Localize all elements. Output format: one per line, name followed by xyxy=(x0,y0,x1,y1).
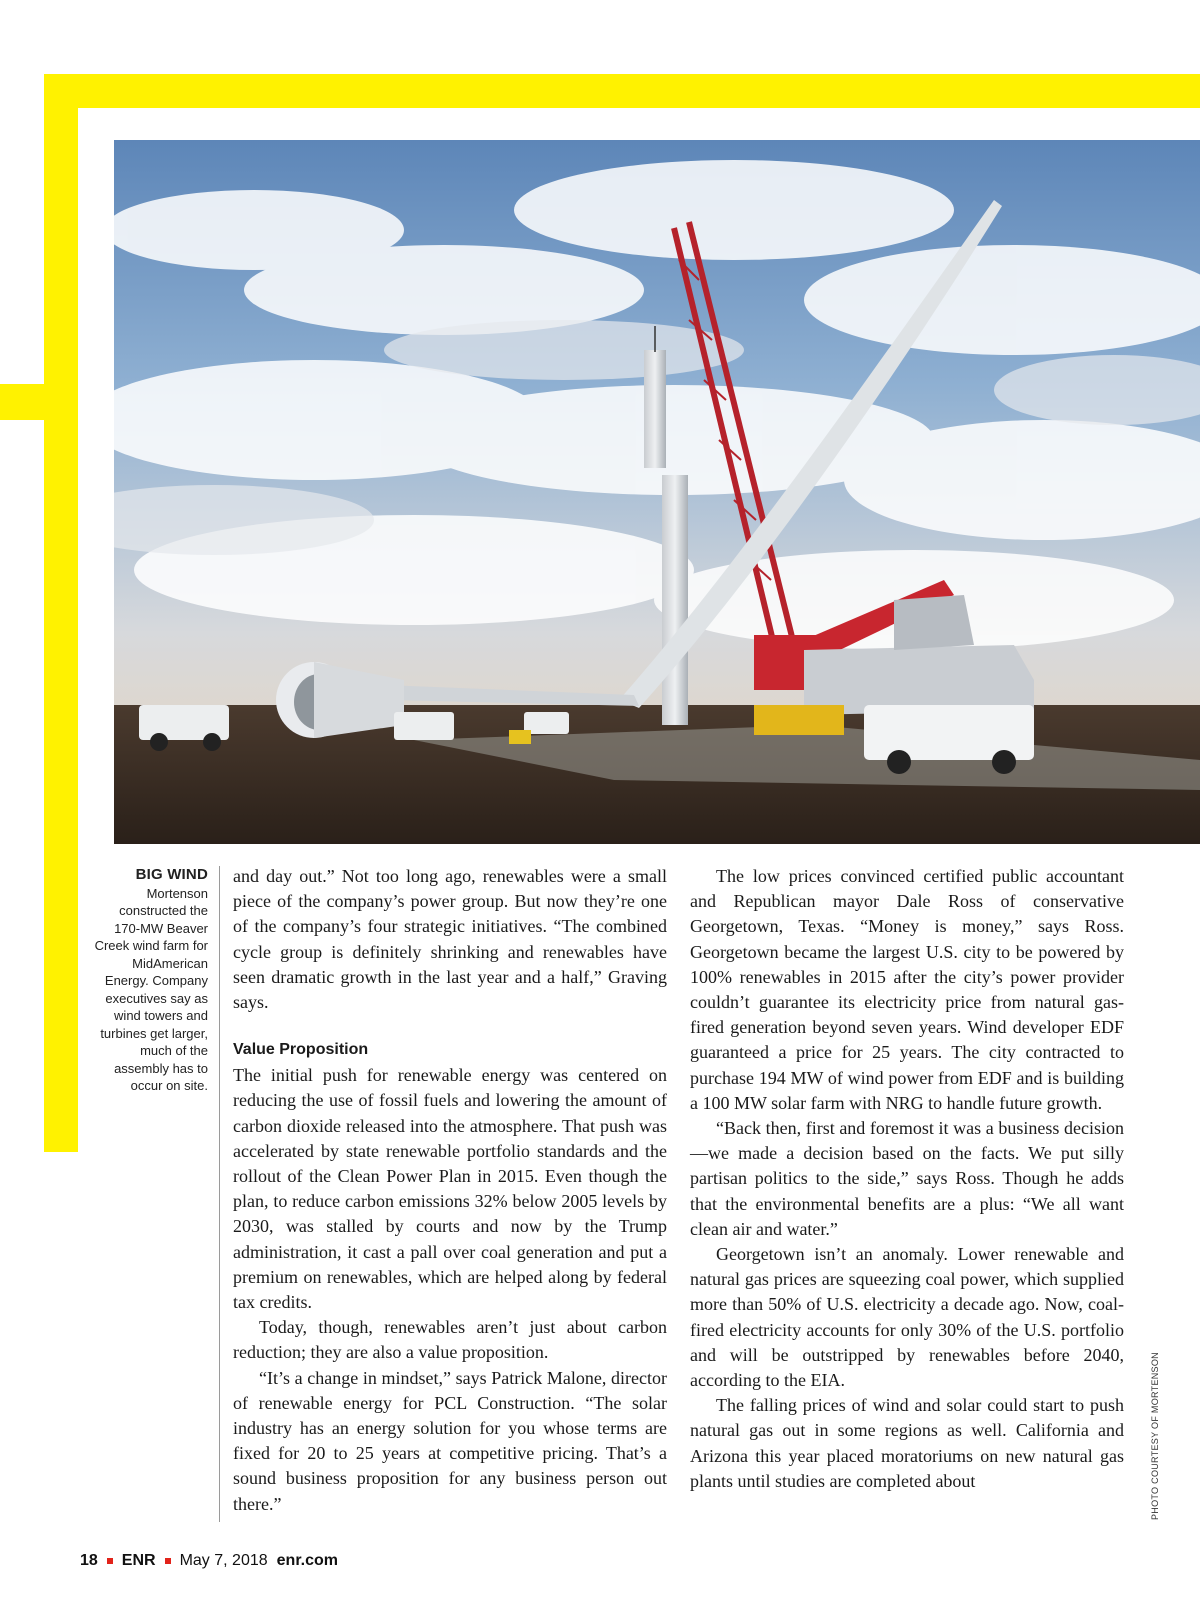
yellow-frame-top xyxy=(44,74,1200,108)
col2-paragraph-4: The falling prices of wind and solar could start to push natural gas out in some regions as well. California and Arizona this year placed moratoriums on new natural gas plants until studies are completed about xyxy=(690,1395,1124,1491)
page-number: 18 xyxy=(80,1552,98,1569)
photo-credit: PHOTO COURTESY OF MORTENSON xyxy=(1150,1352,1160,1520)
red-square-icon xyxy=(107,1558,113,1564)
yellow-frame-left xyxy=(44,74,78,1152)
col2-paragraph-1: The low prices convinced certified public accountant and Republican mayor Dale Ross of conservative Georgetown, Texas. “Money is money,” says Ross. Georgetown became the largest U.S. city to be powered by 100% renewables in 2015 after the city’s power provider couldn’t guarantee its electricity price from natural gas-fired generation beyond seven years. Wind developer EDF guaranteed a price for 25 years. The city contracted to purchase 194 MW of wind power from EDF and is building a 100 MW solar farm with NRG to handle future growth. xyxy=(690,866,1124,1113)
website-link[interactable]: enr.com xyxy=(276,1552,338,1569)
yellow-frame-tab xyxy=(0,384,78,420)
magazine-brand: ENR xyxy=(121,1552,156,1569)
caption-text: Mortenson constructed the 170-MW Beaver Creek wind farm for MidAmerican Energy. Company executives say as wind towers and turbines get larger, much of the assembly has to occur on site. xyxy=(94,885,208,1093)
article-column-1 xyxy=(233,864,667,1517)
col1-paragraph-1: and day out.” Not too long ago, renewables were a small piece of the company’s power group. But now they’re one of the company’s four strategic initiatives. “The combined cycle group is definitely shrinking and renewables have seen dramatic growth in the last year and a half,” Graving says. xyxy=(233,866,667,1013)
caption-divider xyxy=(219,866,220,1522)
col1-paragraph-3: Today, though, renewables aren’t just about carbon reduction; they are also a value proposition. xyxy=(233,1317,667,1363)
page-footer xyxy=(80,1552,338,1570)
col2-paragraph-2: “Back then, first and foremost it was a business decision—we made a decision based on the facts. We put silly partisan politics to the side,” says Ross. Though he adds that the environmental benefits are a plus: “We all want clean air and water.” xyxy=(690,1118,1124,1239)
photo-caption xyxy=(90,866,208,1095)
red-square-icon xyxy=(165,1558,171,1564)
section-subhead: Value Proposition xyxy=(233,1041,369,1059)
issue-date: May 7, 2018 xyxy=(179,1552,268,1569)
caption-title: BIG WIND xyxy=(135,866,208,883)
col1-paragraph-4: “It’s a change in mindset,” says Patrick Malone, director of renewable energy for PCL Construction. “The solar industry has an energy solution for you whose terms are fixed for 20 to 25 years at competitive pricing. That’s a sound business proposition for any business person out there.” xyxy=(233,1367,667,1514)
col1-paragraph-2: The initial push for renewable energy was centered on reducing the use of fossil fuels and lowering the amount of carbon dioxide released into the atmosphere. That push was accelerated by state renewable portfolio standards and the rollout of the Clean Power Plan in 2015. Even though the plan, to reduce carbon emissions 32% below 2005 levels by 2030, was stalled by courts and now by the Trump administration, it cast a pall over coal generation and put a premium on renewables, which are helped along by federal tax credits. xyxy=(233,1065,667,1313)
article-column-2 xyxy=(690,864,1124,1494)
col2-paragraph-3: Georgetown isn’t an anomaly. Lower renewable and natural gas prices are squeezing coal power, which supplied more than 50% of U.S. electricity a decade ago. Now, coal-fired electricity accounts for only 30% of the U.S. portfolio and will be outstripped by renewables before 2040, according to the EIA. xyxy=(690,1244,1124,1391)
wind-farm-photo xyxy=(114,140,1200,844)
wind-turbine-construction-illustration xyxy=(114,140,1200,844)
